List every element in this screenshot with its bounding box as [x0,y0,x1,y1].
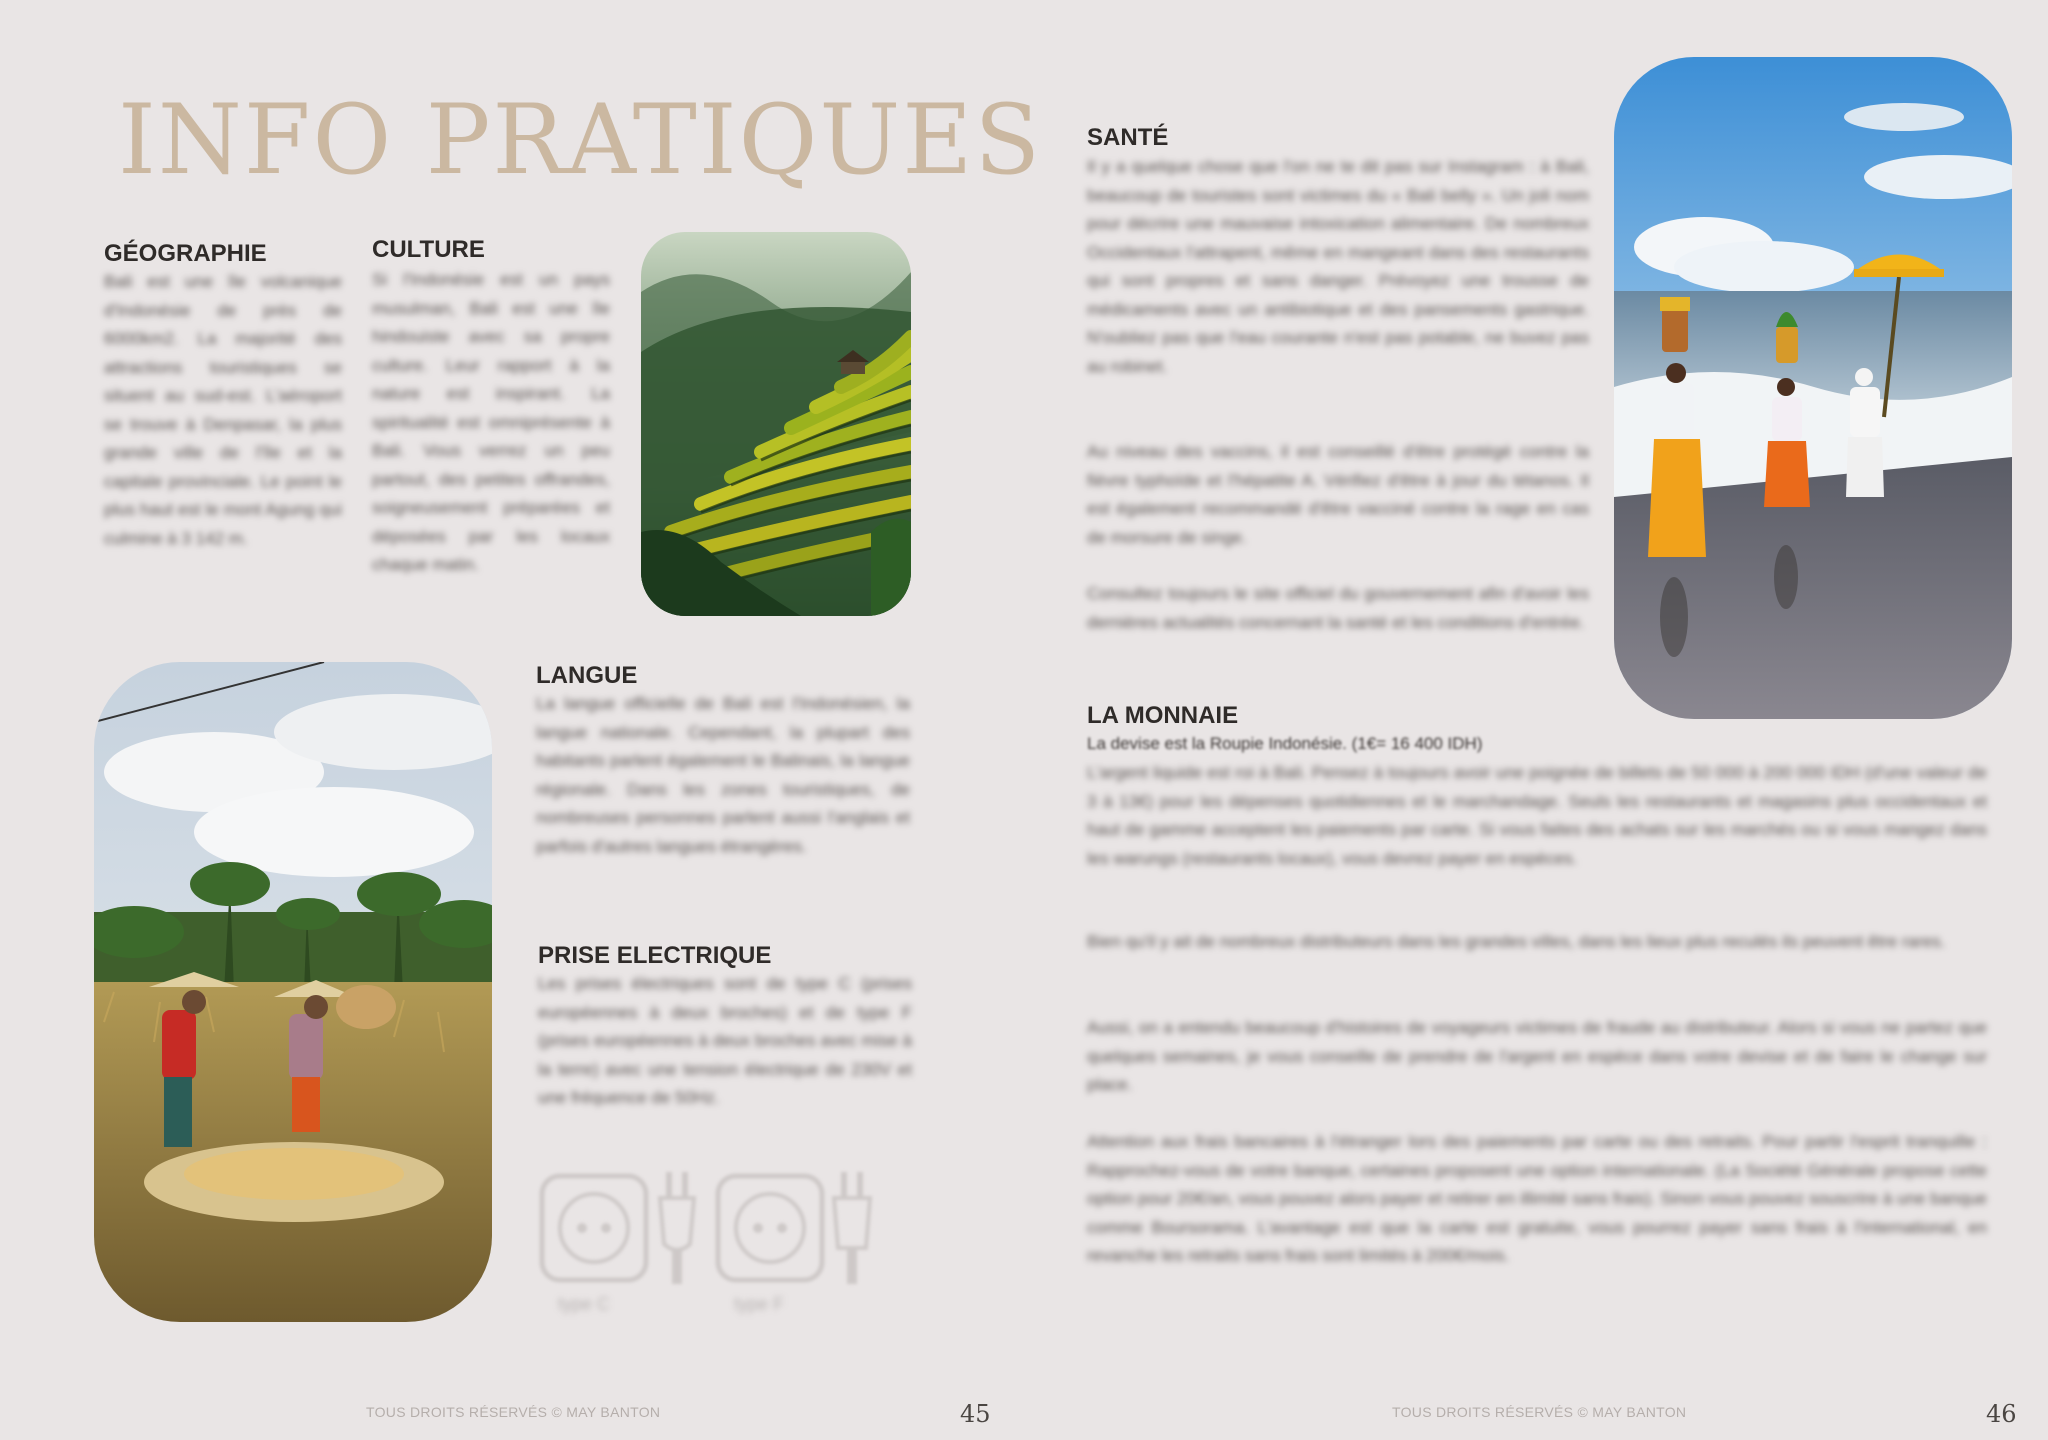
monnaie-heading: LA MONNAIE [1087,702,1239,729]
prise-heading: PRISE ELECTRIQUE [538,942,772,969]
sante-heading: SANTÉ [1087,124,1169,151]
monnaie-text-1: L'argent liquide est roi à Bali. Pensez à toujours avoir une poignée de billets de 50 000 à 200 000 IDH (d'une valeur de 3 à 13€) pour les dépenses quotidiennes et le marchandage. Seuls les restaurants et magasins plus occidentaux et haut de gamme acceptent les paiements par carte. Si vous faites des achats sur les marchés ou si vous mangez dans les warungs (restaurants locaux), vous devrez payer en espèces. [1087,763,1987,868]
sante-text-1: Il y a quelque chose que l'on ne te dit pas sur Instagram : à Bali, beaucoup de touristes sont victimes du « Bali belly ». Un joli nom pour décrire une mauvaise intoxication alimentaire. De nombreux Occidentaux l'attrapent, même en mangeant dans des restaurants qui sont propres et sans danger. Prévoyez une trousse de médicaments avec un antibiotique et des pansements gastrique. N'oubliez pas que l'eau courante n'est pas potable, ne buvez pas au robinet. [1087,157,1589,376]
geographie-heading: GÉOGRAPHIE [104,240,267,267]
culture-heading: CULTURE [372,236,485,263]
rice-farmers-photo [94,662,492,1322]
monnaie-text-3: Aussi, on a entendu beaucoup d'histoires de voyageurs victimes de fraude au distributeur. Alors si vous ne partez que quelques semaines, je vous conseille de prendre de l'argent en espèce dans votre devise et de faire le change sur place. [1087,1018,1987,1094]
type-c-label: type C [558,1294,611,1314]
monnaie-text-4: Attention aux frais bancaires à l'étranger lors des paiements par carte ou des retraits. Pour partir l'esprit tranquille : Rapprochez-vous de votre banque, certaines proposent une option internationale. (La Société Générale propose cette option pour 20€/an, vous pouvez alors payer et retirer en illimité sans frais). Sinon vous pouvez souscrire à une banque comme Boursorama. L'avantage est que la carte est gratuite, vous pourrez payer sans frais à l'international, en revanche les retraits sans frais sont limités à 200€/mois. [1087,1132,1987,1265]
monnaie-lead: La devise est la Roupie Indonésie. (1€= 16 400 IDH) [1087,734,1483,753]
sante-text-2: Au niveau des vaccins, il est conseillé d'être protégé contre la fièvre typhoïde et l'hépatite A. Vérifiez d'être à jour du tétanos. Il est également recommandé d'être vacciné contre la rage en cas de morsure de singe. [1087,442,1589,547]
prise-text: Les prises électriques sont de type C (prises européennes à deux broches) et de type F (prises européennes à deux broches avec mise à la terre) avec une tension électrique de 230V et une fréquence de 50Hz. [538,974,912,1107]
footer-rights-left: TOUS DROITS RÉSERVÉS © MAY BANTON [366,1404,661,1420]
sante-text-3: Consultez toujours le site officiel du gouvernement afin d'avoir les dernières actualités concernant la santé et les conditions d'entrée. [1087,584,1589,632]
plug-diagram [536,1166,906,1326]
beach-offering-photo [1614,57,2012,719]
socket-type-c-icon [536,1166,906,1286]
type-f-label: type F [734,1294,785,1314]
rice-terrace-photo [641,232,911,616]
langue-heading: LANGUE [536,662,638,689]
geographie-text: Bali est une île volcanique d'Indonésie de près de 6000km2. La majorité des attractions touristiques se situent au sud-est. L'aéroport se trouve à Denpasar, la plus grande ville de l'île et la capitale provinciale. Le point le plus haut est le mont Agung qui culmine à 3 142 m. [104,272,342,548]
page-title: INFO PRATIQUES [118,84,1043,196]
page-number-left: 45 [960,1400,991,1428]
page-number-right: 46 [1986,1400,2017,1428]
monnaie-text-2: Bien qu'il y ait de nombreux distributeurs dans les grandes villes, dans les lieux plus reculés ils peuvent être rares. [1087,932,1946,951]
footer-rights-right: TOUS DROITS RÉSERVÉS © MAY BANTON [1392,1404,1687,1420]
langue-text: La langue officielle de Bali est l'Indonésien, la langue nationale. Cependant, la plupart des habitants parlent également le Balinais, la langue régionale. Dans les zones touristiques, de nombreuses personnes parlent aussi l'anglais et parfois d'autres langues étrangères. [536,694,910,856]
culture-text: Si l'Indonésie est un pays musulman, Bali est une île hindouiste avec sa propre culture. Leur rapport à la nature est inspirant. La spiritualité est omniprésente à Bali. Vous verrez un peu partout, des petites offrandes, soigneusement préparées et déposées par les locaux chaque matin. [372,270,610,574]
